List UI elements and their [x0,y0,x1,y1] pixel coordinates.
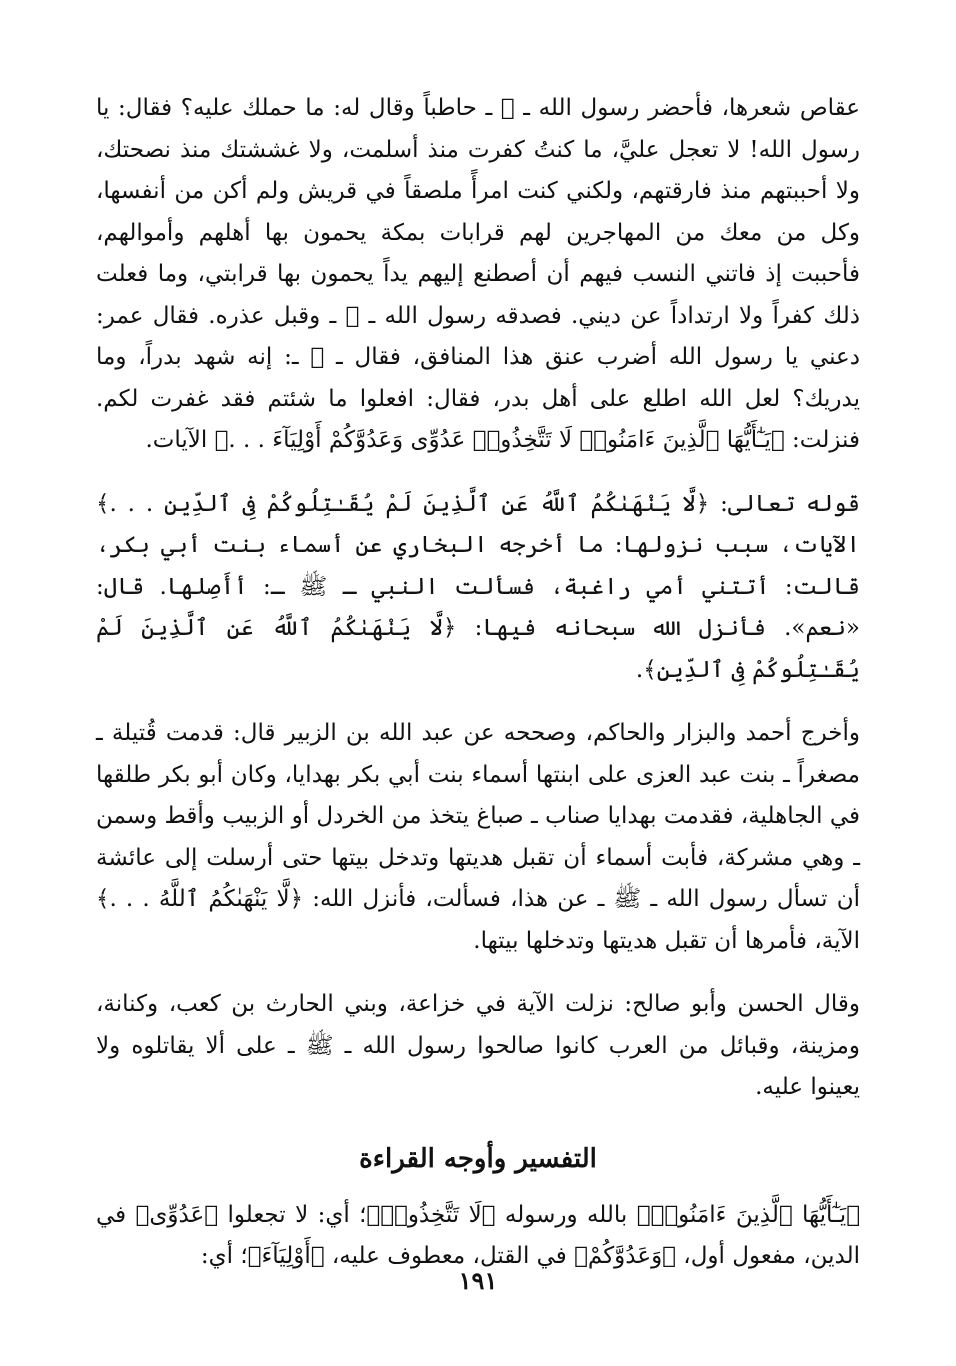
paragraph-qutayla-story: وأخرج أحمد والبزار والحاكم، وصححه عن عبد الله بن الزبير قال: قدمت قُتيلة ـ مصغراً ـ بنت عبد العزى على ابنتها أسماء بنت أبي بكر بهدايا، وكان أبو بكر طلقها في الجاهلية، فقدمت بهدايا صناب ـ صباغ يتخذ من الخردل أو الزبيب وأقط وسمن ـ وهي مشركة، فأبت أسماء أن تقبل هديتها وتدخل بيتها حتى أرسلت إلى عائشة أن تسأل رسول الله ـ ﷺ ـ عن هذا، فسألت، فأنزل الله: ﴿لَّا يَنْهَىٰكُمُ ٱللَّهُ . . .﴾ الآية، فأمرها أن تقبل هديتها وتدخلها بيتها. [96,720,860,954]
paragraph-hasan-abu-salih: وقال الحسن وأبو صالح: نزلت الآية في خزاعة، وبني الحارث بن كعب، وكنانة، ومزينة، وقبائل من العرب كانوا صالحوا رسول الله ـ ﷺ ـ على ألا يقاتلوه ولا يعينوا عليه. [96,991,860,1100]
paragraph-tafsir: ﴿يَـٰٓأَيُّهَا ٱلَّذِينَ ءَامَنُوا۟﴾ بالله ورسوله ﴿لَا تَتَّخِذُوا۟﴾؛ أي: لا تجعلوا ﴿عَدُوِّى﴾ في الدين، مفعول أول، ﴿وَعَدُوَّكُمْ﴾ في القتل، معطوف عليه، ﴿أَوْلِيَآءَ﴾؛ أي: [96,1201,860,1269]
paragraph-hatib-story: عقاص شعرها، فأحضر رسول الله ـ ﷺ ـ حاطباً وقال له: ما حملك عليه؟ فقال: يا رسول الله! لا تعجل عليَّ، ما كنتُ كفرت منذ أسلمت، ولا غششتك منذ نصحتك، ولا أحببتهم منذ فارقتهم، ولكني كنت امرأً ملصقاً في قريش ولم أكن من أنفسها، وكل من معك من المهاجرين لهم قرابات بمكة يحمون بها أهلهم وأموالهم، فأحببت إذ فاتني النسب فيهم أن أصطنع إليهم يداً يحمون بها قرابتي، وما فعلت ذلك كفراً ولا ارتداداً عن ديني. فصدقه رسول الله ـ ﷺ ـ وقبل عذره. فقال عمر: دعني يا رسول الله أضرب عنق هذا المنافق، فقال ـ ﷺ ـ: إنه شهد بدراً، وما يدريك؟ لعل الله اطلع على أهل بدر، فقال: افعلوا ما شئتم فقد غفرت لكم. فنزلت: ﴿يَـٰٓأَيُّهَا ٱلَّذِينَ ءَامَنُوا۟ لَا تَتَّخِذُوا۟ عَدُوِّى وَعَدُوَّكُمْ أَوْلِيَآءَ . . .﴾ الآيات. [96,95,860,453]
page-body [96,88,860,1278]
page-number: ١٩١ [458,1266,498,1295]
section-heading: التفسير وأوجه القراءة [359,1143,597,1174]
paragraph-asbab-nuzul: قوله تعالى: ﴿لَّا يَنْهَىٰكُمُ ٱللَّهُ عَنِ ٱلَّذِينَ لَمْ يُقَـٰتِلُوكُمْ فِى ٱلدِّينِ . . .﴾ الآيات، سبب نزولها: ما أخرجه البخاري عن أسماء بنت أبي بكر، قالت: أتتني أمي راغبة، فسألت النبي ـ ﷺ ـ: أأَصِلها. قال: «نعم». فأنزل الله سبحانه فيها: ﴿لَّا يَنْهَىٰكُمُ ٱللَّهُ عَنِ ٱلَّذِينَ لَمْ يُقَـٰتِلُوكُمْ فِى ٱلدِّينِ﴾. [96,490,860,683]
